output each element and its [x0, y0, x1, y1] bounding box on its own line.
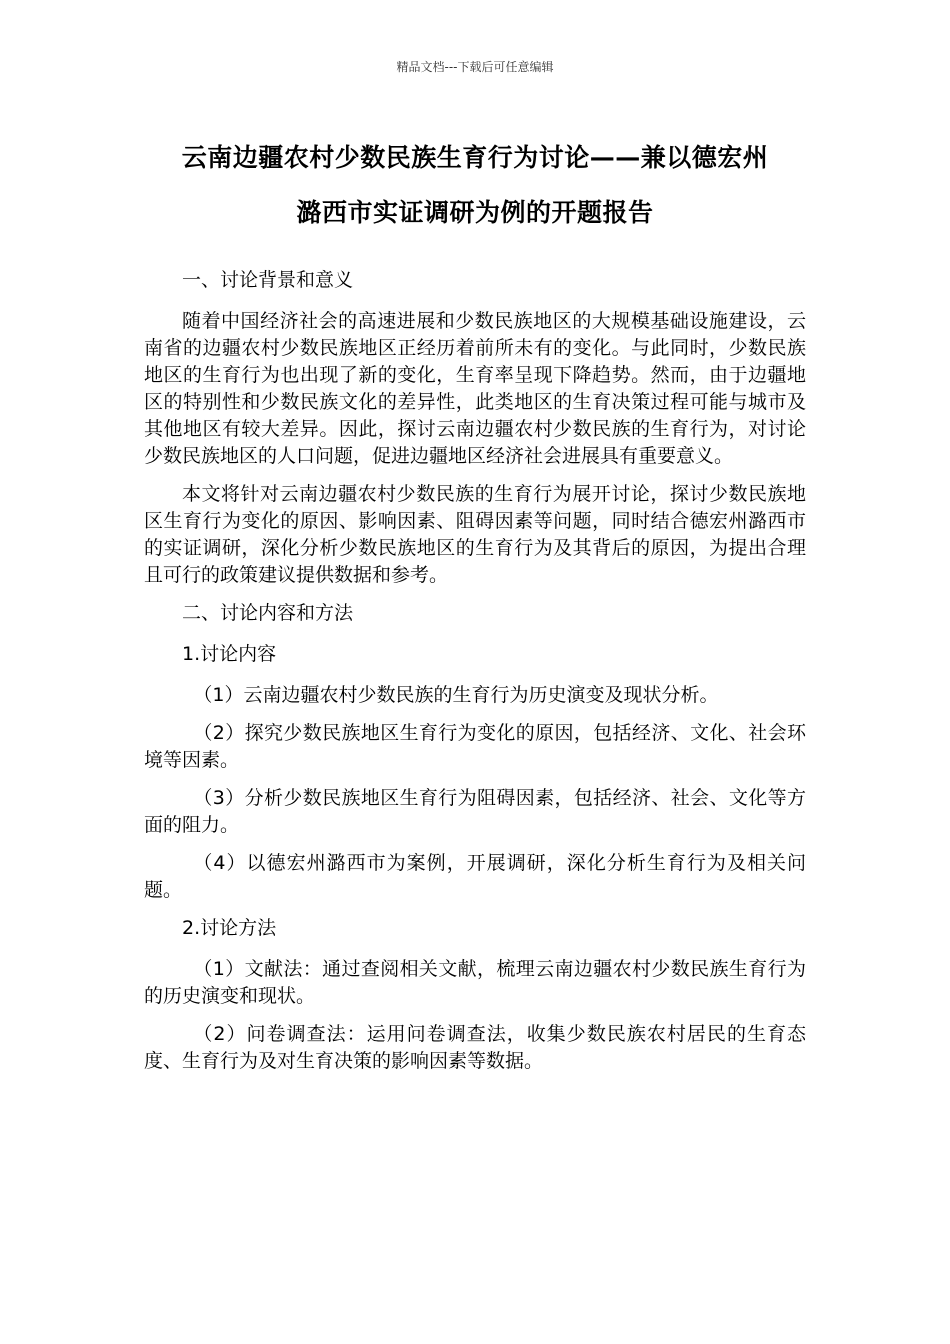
paragraph-background: 随着中国经济社会的高速进展和少数民族地区的大规模基础设施建设，云南省的边疆农村少数民族地区正经历着前所未有的变化。与此同时，少数民族地区的生育行为也出现了新的变化，生育率呈现下降趋势。然而，由于边疆地区的特别性和少数民族文化的差异性，此类地区的生育决策过程可能与城市及其他地区有较大差异。因此，探讨云南边疆农村少数民族的生育行为，对讨论少数民族地区的人口问题，促进边疆地区经济社会进展具有重要意义。 [144, 310, 806, 467]
subheading-method: 2.讨论方法 [182, 917, 277, 939]
subheading-content: 1.讨论内容 [182, 643, 277, 665]
content-item-1: （1）云南边疆农村少数民族的生育行为历史演变及现状分析。 [193, 684, 719, 706]
section-heading-background: 一、讨论背景和意义 [182, 269, 354, 291]
header-note: 精品文档---下载后可任意编辑 [396, 60, 554, 74]
paragraph-purpose: 本文将针对云南边疆农村少数民族的生育行为展开讨论，探讨少数民族地区生育行为变化的原因、影响因素、阻碍因素等问题，同时结合德宏州潞西市的实证调研，深化分析少数民族地区的生育行为及其背后的原因，为提出合理且可行的政策建议提供数据和参考。 [144, 483, 806, 586]
method-item-2: （2）问卷调查法：运用问卷调查法，收集少数民族农村居民的生育态度、生育行为及对生育决策的影响因素等数据。 [144, 1023, 806, 1072]
document-body [144, 267, 806, 1086]
section-heading-content-method: 二、讨论内容和方法 [182, 602, 354, 624]
content-item-2: （2）探究少数民族地区生育行为变化的原因，包括经济、文化、社会环境等因素。 [144, 722, 806, 771]
title-line-1: 云南边疆农村少数民族生育行为讨论——兼以德宏州 [181, 143, 769, 172]
title-line-2: 潞西市实证调研为例的开题报告 [296, 198, 654, 227]
method-item-1: （1）文献法：通过查阅相关文献，梳理云南边疆农村少数民族生育行为的历史演变和现状。 [144, 958, 806, 1007]
content-item-3: （3）分析少数民族地区生育行为阻碍因素，包括经济、社会、文化等方面的阻力。 [144, 787, 806, 836]
content-item-4: （4）以德宏州潞西市为案例，开展调研，深化分析生育行为及相关问题。 [144, 852, 806, 901]
document-title [140, 130, 810, 240]
